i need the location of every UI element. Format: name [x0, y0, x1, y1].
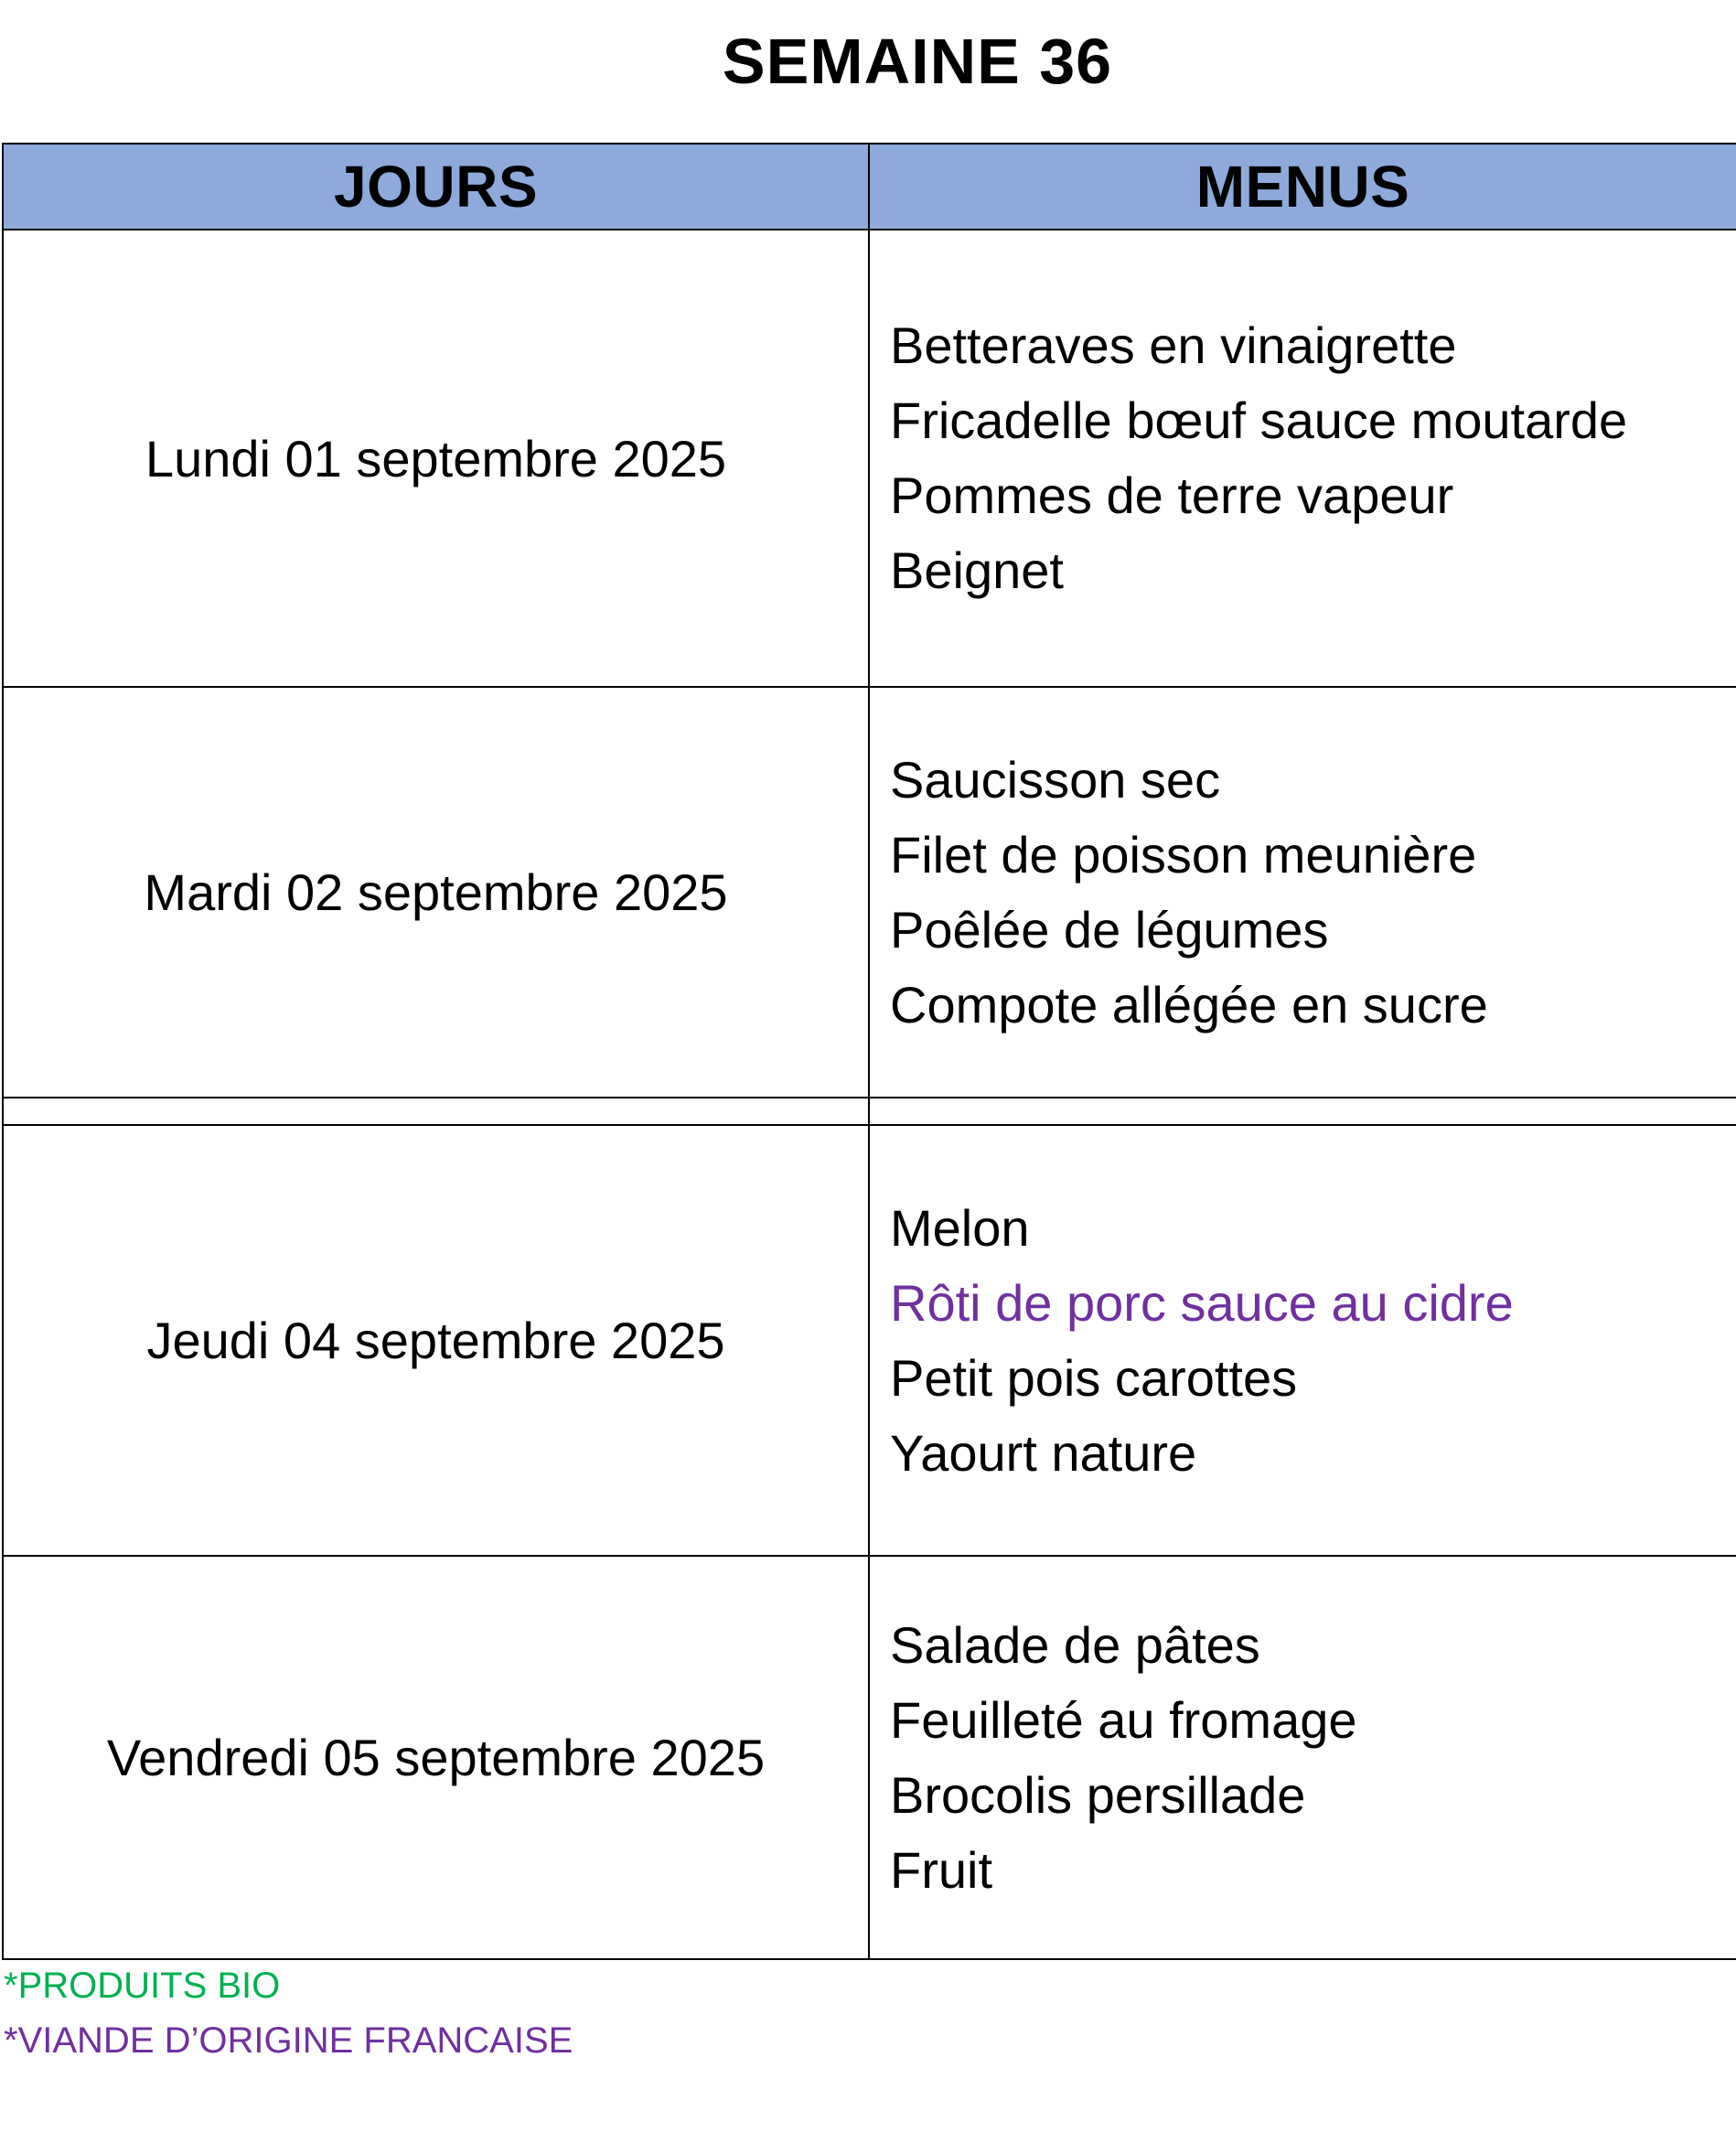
dish-item: Brocolis persillade	[890, 1765, 1306, 1824]
dish-item: Filet de poisson meunière	[890, 825, 1477, 884]
menu-table	[2, 143, 1736, 1960]
dish-item: Feuilleté au fromage	[890, 1690, 1357, 1749]
dish-item: Beignet	[890, 541, 1064, 599]
dish-item: Yaourt nature	[890, 1423, 1197, 1482]
table-row	[3, 1125, 1736, 1556]
day-cell: Jeudi 04 septembre 2025	[3, 1125, 869, 1556]
day-cell: Lundi 01 septembre 2025	[3, 230, 869, 687]
dish-item: Fruit	[890, 1840, 992, 1899]
dish-item: Fricadelle bœuf sauce moutarde	[890, 391, 1628, 449]
empty-cell	[3, 1098, 869, 1125]
table-row	[3, 230, 1736, 687]
legend-viande-francaise: *VIANDE D’ORIGINE FRANCAISE	[4, 2020, 573, 2061]
menu-cell	[869, 687, 1736, 1098]
dish-item-viande-francaise: Rôti de porc sauce au cidre	[890, 1273, 1514, 1332]
header-menus: MENUS	[869, 144, 1736, 230]
menu-cell	[869, 230, 1736, 687]
header-days: JOURS	[3, 144, 869, 230]
dish-item: Petit pois carottes	[890, 1348, 1298, 1407]
table-row	[3, 687, 1736, 1098]
menu-cell	[869, 1125, 1736, 1556]
dish-item: Compote allégée en sucre	[890, 975, 1488, 1034]
day-cell: Mardi 02 septembre 2025	[3, 687, 869, 1098]
dish-item: Poêlée de légumes	[890, 900, 1329, 959]
day-cell: Vendredi 05 septembre 2025	[3, 1556, 869, 1959]
page-title: SEMAINE 36	[722, 26, 1113, 97]
dish-item: Pommes de terre vapeur	[890, 466, 1454, 524]
dish-item: Melon	[890, 1198, 1030, 1257]
empty-cell	[869, 1098, 1736, 1125]
menu-cell	[869, 1556, 1736, 1959]
legend-bio: *PRODUITS BIO	[4, 1966, 281, 2006]
dish-item: Betteraves en vinaigrette	[890, 316, 1457, 374]
dish-item: Salade de pâtes	[890, 1615, 1260, 1674]
table-row	[3, 1556, 1736, 1959]
table-header-row	[3, 144, 1736, 230]
empty-row	[3, 1098, 1736, 1125]
dish-item: Saucisson sec	[890, 750, 1221, 809]
